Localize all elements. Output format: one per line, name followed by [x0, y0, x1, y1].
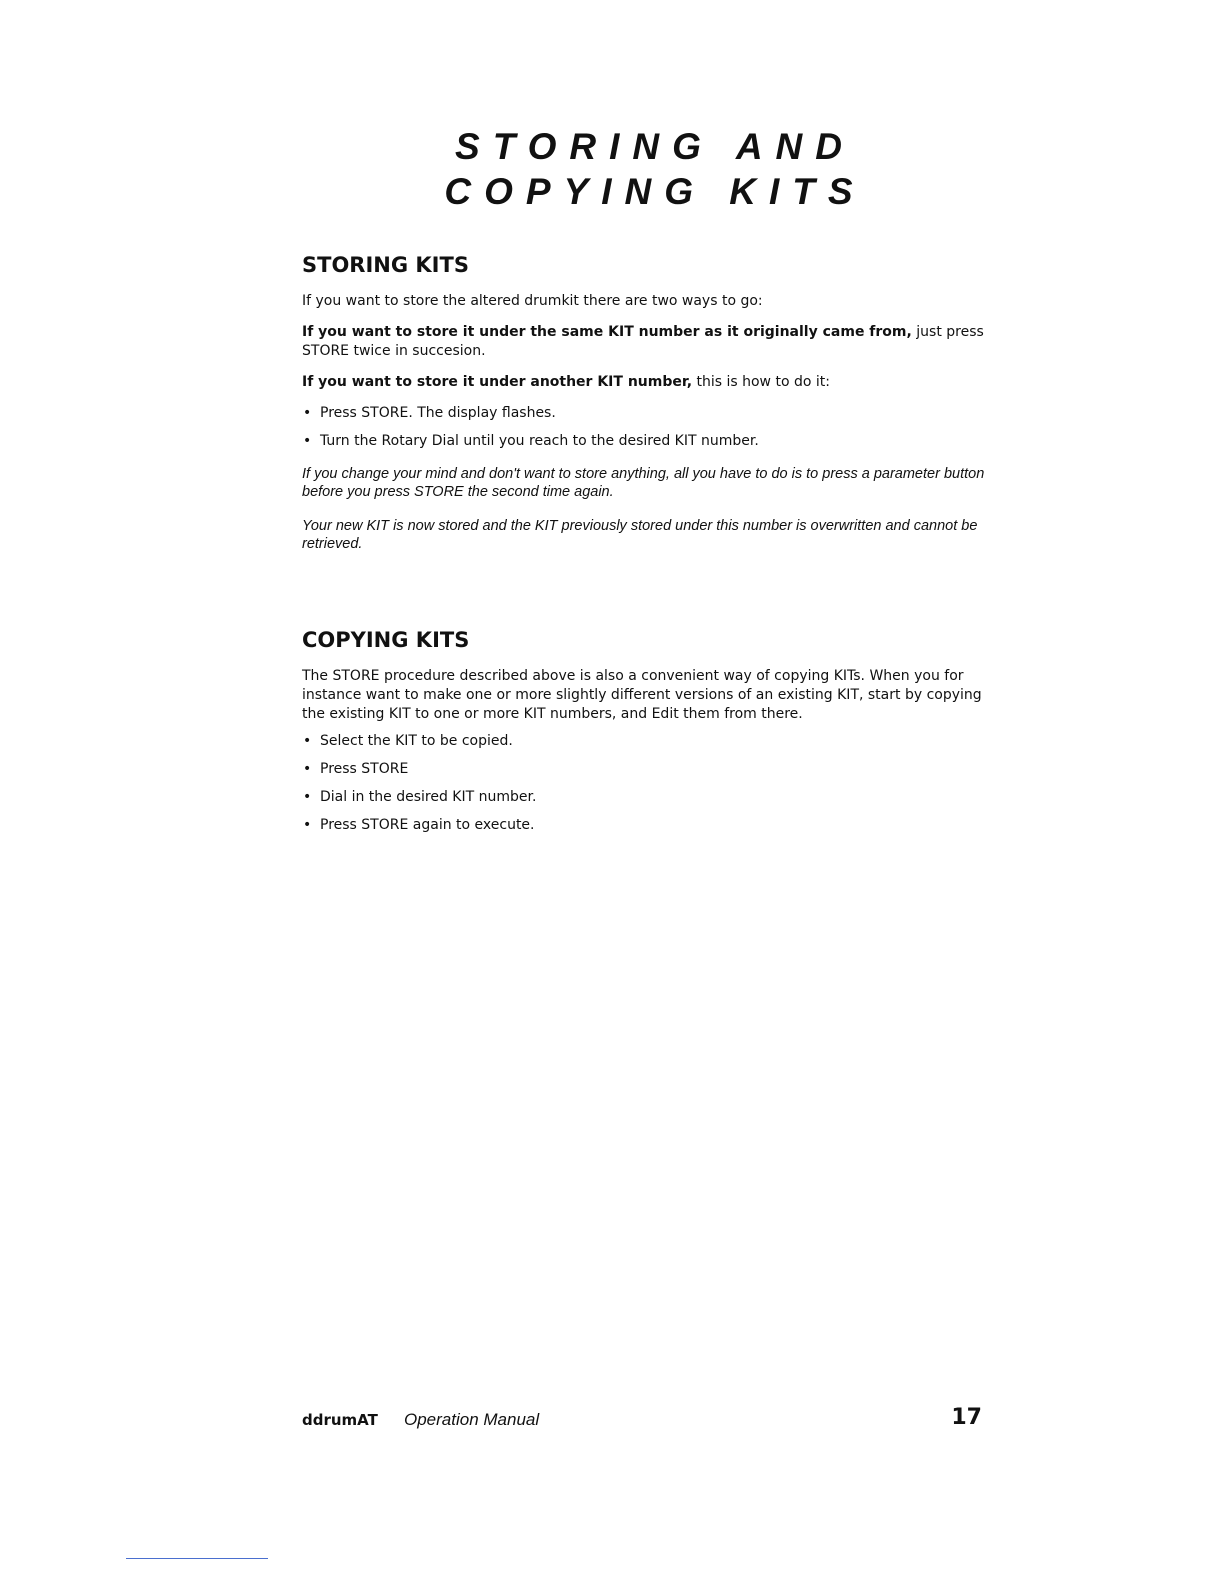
page-number: 17: [951, 1405, 982, 1430]
copying-step: • Press STORE: [302, 760, 992, 779]
another-kit-emphasis: If you want to store it under another KIT number,: [302, 374, 693, 390]
copying-kits-section: [302, 627, 992, 844]
copying-step: • Dial in the desired KIT number.: [302, 788, 992, 807]
page-title: [300, 124, 1010, 214]
storing-steps-list: [302, 404, 992, 451]
storing-step: • Press STORE. The display flashes.: [302, 404, 992, 423]
page-title-line-1: STORING AND: [455, 126, 855, 167]
another-kit-paragraph: [302, 373, 992, 392]
edge-rule: [126, 1558, 268, 1559]
footer-product-name: ddrumAT: [302, 1411, 378, 1429]
same-kit-paragraph: [302, 323, 992, 361]
copying-step: • Press STORE again to execute.: [302, 816, 992, 835]
same-kit-emphasis: If you want to store it under the same KIT number as it originally came from,: [302, 324, 912, 340]
copying-intro: The STORE procedure described above is also a convenient way of copying KITs. When you for instance want to make one or more slightly different versions of an existing KIT, start by copying the existing KIT to one or more KIT numbers, and Edit them from there.: [302, 668, 982, 722]
overwrite-note: Your new KIT is now stored and the KIT previously stored under this number is overwritten and cannot be retrieved.: [302, 518, 978, 552]
storing-intro: If you want to store the altered drumkit there are two ways to go:: [302, 293, 763, 309]
same-kit-text: just press STORE twice in succesion.: [302, 324, 984, 359]
footer-manual-title: Operation Manual: [404, 1410, 540, 1429]
storing-step: • Turn the Rotary Dial until you reach to the desired KIT number.: [302, 432, 992, 451]
copying-steps-list: [302, 732, 992, 835]
page-footer: [302, 1405, 982, 1435]
change-mind-note: If you change your mind and don't want to store anything, all you have to do is to press a parameter button before you press STORE the second time again.: [302, 466, 985, 500]
storing-kits-heading: STORING KITS: [302, 253, 469, 277]
copying-step: • Select the KIT to be copied.: [302, 732, 992, 751]
another-kit-text: this is how to do it:: [692, 374, 830, 390]
copying-kits-heading: COPYING KITS: [302, 628, 470, 652]
page-title-line-2: COPYING KITS: [444, 171, 866, 212]
storing-kits-section: [302, 252, 992, 569]
